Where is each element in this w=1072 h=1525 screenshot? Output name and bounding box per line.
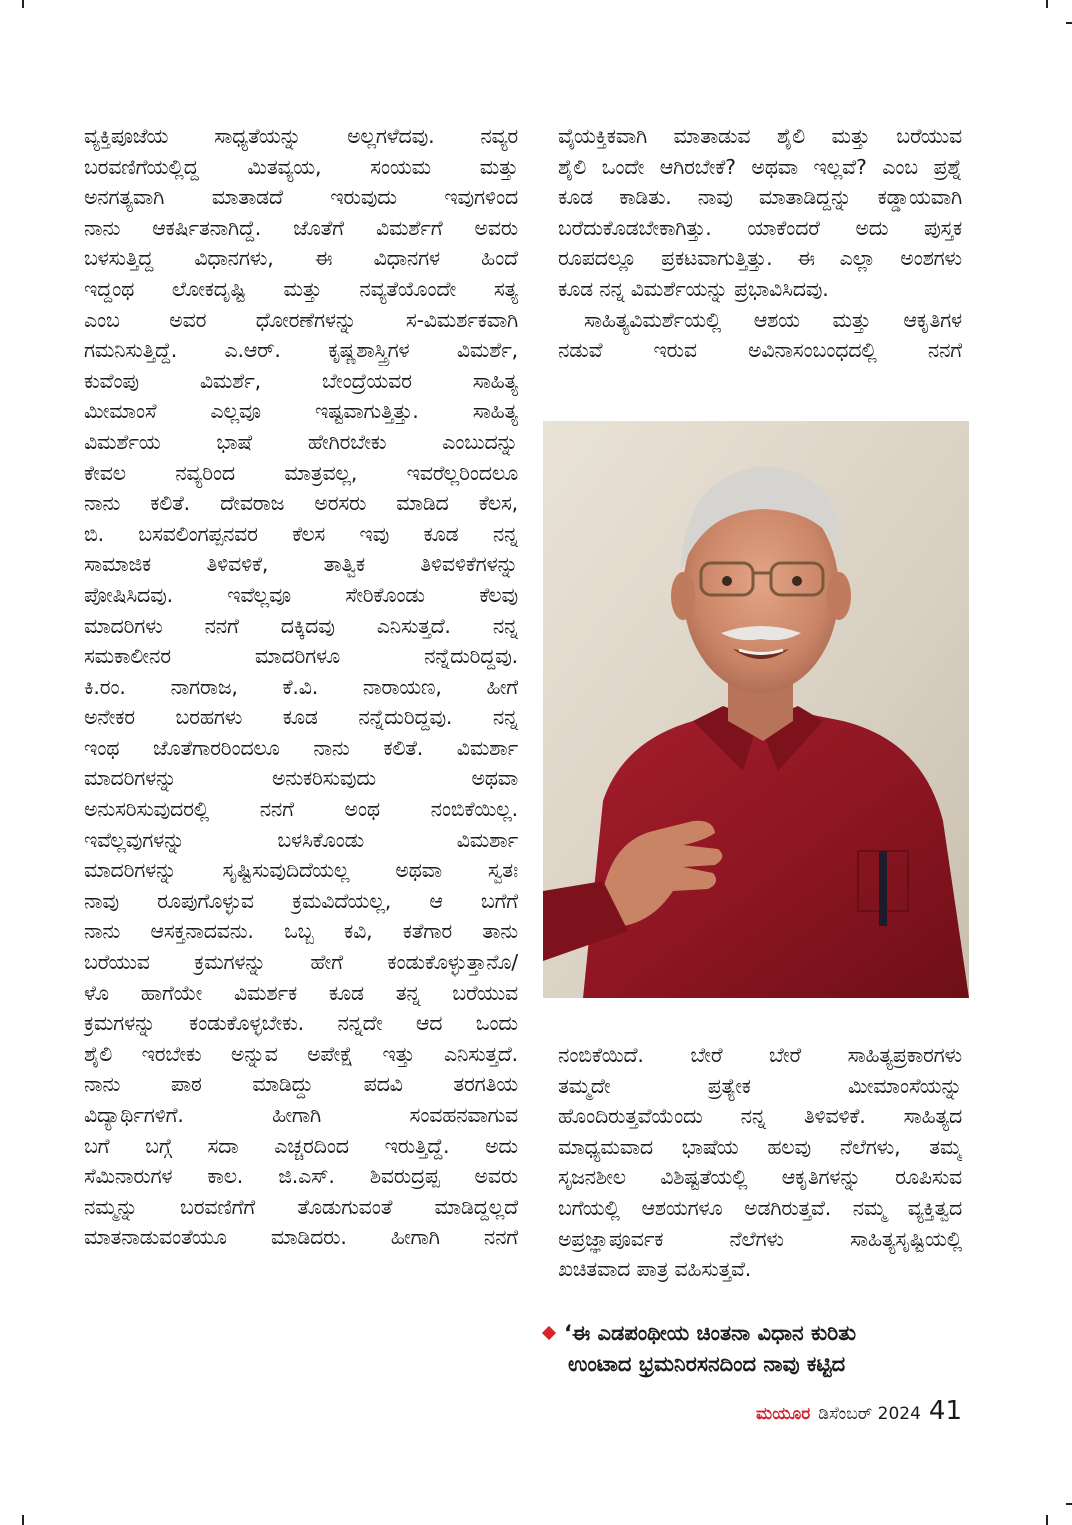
crop-mark-right-upper: [1066, 22, 1072, 24]
crop-mark-bottom-right: [1046, 1515, 1048, 1525]
text-line: ಮೀಮಾಂಸೆ ಎಲ್ಲವೂ ಇಷ್ಟವಾಗುತ್ತಿತ್ತು. ಸಾಹಿತ್ಯ: [84, 399, 518, 424]
text-line: ಮಾದರಿಗಳನ್ನು ಅನುಕರಿಸುವುದು ಅಥವಾ: [84, 766, 518, 791]
text-line: ಬರೆಯುವ ಕ್ರಮಗಳನ್ನು ಹೇಗೆ ಕಂಡುಕೊಳ್ಳುತ್ತಾನೊ/: [84, 950, 518, 975]
text-line: ಸೆಮಿನಾರುಗಳ ಕಾಲ. ಜಿ.ಎಸ್. ಶಿವರುದ್ರಪ್ಪ ಅವರು: [84, 1164, 518, 1189]
left-column-text: [84, 121, 518, 1253]
text-line: ಮಾತನಾಡುವಂತೆಯೂ ಮಾಡಿದರು. ಹೀಗಾಗಿ ನನಗೆ: [84, 1225, 518, 1250]
text-line: ಗಮನಿಸುತ್ತಿದ್ದೆ. ಎ.ಆರ್. ಕೃಷ್ಣಶಾಸ್ತ್ರಿಗಳ ವಿಮರ್ಶೆ,: [84, 338, 518, 363]
text-line: ವೈಯಕ್ತಿಕವಾಗಿ ಮಾತಾಡುವ ಶೈಲಿ ಮತ್ತು ಬರೆಯುವ: [558, 124, 962, 148]
text-line: ಕೇವಲ ನವ್ಯರಿಂದ ಮಾತ್ರವಲ್ಲ, ಇವರೆಲ್ಲರಿಂದಲೂ: [84, 460, 518, 485]
text-line: ಇಂಥ ಜೊತೆಗಾರರಿಂದಲೂ ನಾನು ಕಲಿತೆ. ವಿಮರ್ಶಾ: [84, 735, 518, 760]
crop-mark-right-lower: [1066, 1503, 1072, 1505]
issue-month: ಡಿಸೆಂಬರ್ 2024: [818, 1404, 921, 1424]
page-number: 41: [928, 1396, 962, 1426]
right-column-bottom-text: [558, 1040, 962, 1285]
text-line: ಸಾಹಿತ್ಯವಿಮರ್ಶೆಯಲ್ಲಿ ಆಶಯ ಮತ್ತು ಆಕೃತಿಗಳ: [584, 307, 962, 332]
text-line: ವ್ಯಕ್ತಿಪೂಜೆಯ ಸಾಧ್ಯತೆಯನ್ನು ಅಲ್ಲಗಳೆದವು. ನವ್ಯರ: [84, 124, 518, 148]
text-line: ಸಮಕಾಲೀನರ ಮಾದರಿಗಳೂ ನನ್ನೆದುರಿದ್ದವು.: [84, 644, 518, 669]
text-line: ಶೈಲಿ ಒಂದೇ ಆಗಿರಬೇಕೆ? ಅಥವಾ ಇಲ್ಲವೆ? ಎಂಬ ಪ್ರಶ್ನೆ: [558, 154, 962, 179]
text-line: ತಮ್ಮದೇ ಪ್ರತ್ಯೇಕ ಮೀಮಾಂಸೆಯನ್ನು: [558, 1073, 962, 1098]
right-column-top-text: [558, 121, 962, 366]
text-line: ಇದ್ದಂಥ ಲೋಕದೃಷ್ಟಿ ಮತ್ತು ನವ್ಯತೆಯೊಂದೇ ಸತ್ಯ: [84, 276, 518, 301]
text-line: ಮಾದರಿಗಳು ನನಗೆ ದಕ್ಕಿದವು ಎನಿಸುತ್ತದೆ. ನನ್ನ: [84, 613, 518, 638]
text-line: ಕುವೆಂಪು ವಿಮರ್ಶೆ, ಬೇಂದ್ರೆಯವರ ಸಾಹಿತ್ಯ: [84, 368, 518, 393]
text-line: ನಾನು ಕಲಿತೆ. ದೇವರಾಜ ಅರಸರು ಮಾಡಿದ ಕೆಲಸ,: [84, 491, 518, 516]
text-line: ಅನುಸರಿಸುವುದರಲ್ಲಿ ನನಗೆ ಅಂಥ ನಂಬಿಕೆಯಿಲ್ಲ.: [84, 797, 518, 822]
text-line: ಕ್ರಮಗಳನ್ನು ಕಂಡುಕೊಳ್ಳಬೇಕು. ನನ್ನದೇ ಆದ ಒಂದು: [84, 1011, 518, 1036]
text-line: ಮಾಧ್ಯಮವಾದ ಭಾಷೆಯ ಹಲವು ನೆಲೆಗಳು, ತಮ್ಮ: [558, 1134, 962, 1159]
text-line: ಬರವಣಿಗೆಯಲ್ಲಿದ್ದ ಮಿತವ್ಯಯ, ಸಂಯಮ ಮತ್ತು: [84, 154, 518, 179]
text-line: ಕಿ.ರಂ. ನಾಗರಾಜ, ಕೆ.ವಿ. ನಾರಾಯಣ, ಹೀಗೆ: [84, 674, 518, 699]
pull-quote-line-1: ‘ಈ ಎಡಪಂಥೀಯ ಚಿಂತನಾ ವಿಧಾನ ಕುರಿತು: [564, 1321, 857, 1345]
text-line: ಅನಗತ್ಯವಾಗಿ ಮಾತಾಡದೆ ಇರುವುದು ಇವುಗಳಿಂದ: [84, 185, 518, 210]
text-line: ಳೊ ಹಾಗೆಯೇ ವಿಮರ್ಶಕ ಕೂಡ ತನ್ನ ಬರೆಯುವ: [84, 980, 518, 1005]
author-photo: [543, 421, 969, 998]
text-line: ಶೈಲಿ ಇರಬೇಕು ಅನ್ನುವ ಅಪೇಕ್ಷೆ ಇತ್ತು ಎನಿಸುತ್ತದೆ.: [84, 1041, 518, 1066]
text-line: ಕೂಡ ಕಾಡಿತು. ನಾವು ಮಾತಾಡಿದ್ದನ್ನು ಕಡ್ಡಾಯವಾಗಿ: [558, 185, 962, 210]
text-line: ನಾನು ಆಕರ್ಷಿತನಾಗಿದ್ದೆ. ಜೊತೆಗೆ ವಿಮರ್ಶೆಗೆ ಅವರು: [84, 215, 518, 240]
text-line: ನಾವು ರೂಪುಗೊಳ್ಳುವ ಕ್ರಮವಿದೆಯಲ್ಲ, ಆ ಬಗೆಗೆ: [84, 888, 518, 913]
text-line: ನಂಬಿಕೆಯಿದೆ. ಬೇರೆ ಬೇರೆ ಸಾಹಿತ್ಯಪ್ರಕಾರಗಳು: [558, 1043, 962, 1067]
crop-mark-top-right: [1046, 0, 1048, 8]
text-line: ನಾನು ಪಾಠ ಮಾಡಿದ್ದು ಪದವಿ ತರಗತಿಯ: [84, 1072, 518, 1097]
text-line: ಅಪ್ರಜ್ಞಾಪೂರ್ವಕ ನೆಲೆಗಳು ಸಾಹಿತ್ಯಸೃಷ್ಟಿಯಲ್ಲಿ: [558, 1226, 962, 1251]
text-line: ನಮ್ಮನ್ನು ಬರವಣಿಗೆಗೆ ತೊಡುಗುವಂತೆ ಮಾಡಿದ್ದಲ್ಲದೆ: [84, 1194, 518, 1219]
diamond-bullet-icon: [542, 1326, 556, 1340]
text-line: ಬಗೆಯಲ್ಲಿ ಆಶಯಗಳೂ ಅಡಗಿರುತ್ತವೆ. ನಮ್ಮ ವ್ಯಕ್ತಿತ್ವದ: [558, 1195, 962, 1220]
text-line: ಬಿ. ಬಸವಲಿಂಗಪ್ಪನವರ ಕೆಲಸ ಇವು ಕೂಡ ನನ್ನ: [84, 521, 518, 546]
text-line: ನಡುವೆ ಇರುವ ಅವಿನಾಸಂಬಂಧದಲ್ಲಿ ನನಗೆ: [558, 338, 962, 363]
text-line: ವಿಮರ್ಶೆಯ ಭಾಷೆ ಹೇಗಿರಬೇಕು ಎಂಬುದನ್ನು: [84, 429, 518, 454]
pull-quote: [540, 1318, 960, 1380]
crop-mark-bottom-left: [22, 1515, 24, 1525]
text-line: ರೂಪದಲ್ಲೂ ಪ್ರಕಟವಾಗುತ್ತಿತ್ತು. ಈ ಎಲ್ಲಾ ಅಂಶಗಳು: [558, 246, 962, 271]
text-line: ಕೂಡ ನನ್ನ ವಿಮರ್ಶೆಯನ್ನು ಪ್ರಭಾವಿಸಿದವು.: [558, 276, 829, 301]
text-line: ಇವೆಲ್ಲವುಗಳನ್ನು ಬಳಸಿಕೊಂಡು ವಿಮರ್ಶಾ: [84, 827, 518, 852]
text-line: ಖಚಿತವಾದ ಪಾತ್ರ ವಹಿಸುತ್ತವೆ.: [558, 1257, 752, 1282]
page-footer: [756, 1396, 962, 1426]
text-line: ಮಾದರಿಗಳನ್ನು ಸೃಷ್ಟಿಸುವುದಿದೆಯಲ್ಲ ಅಥವಾ ಸ್ವತಃ: [84, 858, 518, 883]
text-line: ಬಳಸುತ್ತಿದ್ದ ವಿಧಾನಗಳು, ಈ ವಿಧಾನಗಳ ಹಿಂದೆ: [84, 246, 518, 271]
magazine-name: ಮಯೂರ: [756, 1404, 811, 1424]
text-line: ಅನೇಕರ ಬರಹಗಳು ಕೂಡ ನನ್ನೆದುರಿದ್ದವು. ನನ್ನ: [84, 705, 518, 730]
crop-mark-top-left: [22, 0, 24, 8]
text-line: ವಿದ್ಯಾರ್ಥಿಗಳಿಗೆ. ಹೀಗಾಗಿ ಸಂವಹನವಾಗುವ: [84, 1103, 518, 1127]
text-line: ಪೋಷಿಸಿದವು. ಇವೆಲ್ಲವೂ ಸೇರಿಕೊಂಡು ಕೆಲವು: [84, 582, 518, 607]
text-line: ಹೊಂದಿರುತ್ತವೆಯೆಂದು ನನ್ನ ತಿಳಿವಳಿಕೆ. ಸಾಹಿತ್ಯದ: [558, 1104, 962, 1129]
text-line: ನಾನು ಆಸಕ್ತನಾದವನು. ಒಬ್ಬ ಕವಿ, ಕತೆಗಾರ ತಾನು: [84, 919, 518, 944]
text-line: ಬರೆದುಕೊಡಬೇಕಾಗಿತ್ತು. ಯಾಕೆಂದರೆ ಅದು ಪುಸ್ತಕ: [558, 215, 962, 240]
text-line: ಎಂಬ ಅವರ ಧೋರಣೆಗಳನ್ನು ಸ-ವಿಮರ್ಶಕವಾಗಿ: [84, 307, 518, 332]
pull-quote-line-2: ಉಂಟಾದ ಭ್ರಮನಿರಸನದಿಂದ ನಾವು ಕಟ್ಟಿದ: [568, 1352, 846, 1376]
text-line: ಸೃಜನಶೀಲ ವಿಶಿಷ್ಟತೆಯಲ್ಲಿ ಆಕೃತಿಗಳನ್ನು ರೂಪಿಸುವ: [558, 1165, 962, 1190]
text-line: ಬಗೆ ಬಗ್ಗೆ ಸದಾ ಎಚ್ಚರದಿಂದ ಇರುತ್ತಿದ್ದೆ. ಅದು: [84, 1133, 518, 1158]
text-line: ಸಾಮಾಜಿಕ ತಿಳಿವಳಿಕೆ, ತಾತ್ವಿಕ ತಿಳಿವಳಿಕೆಗಳನ್ನು: [84, 552, 518, 577]
